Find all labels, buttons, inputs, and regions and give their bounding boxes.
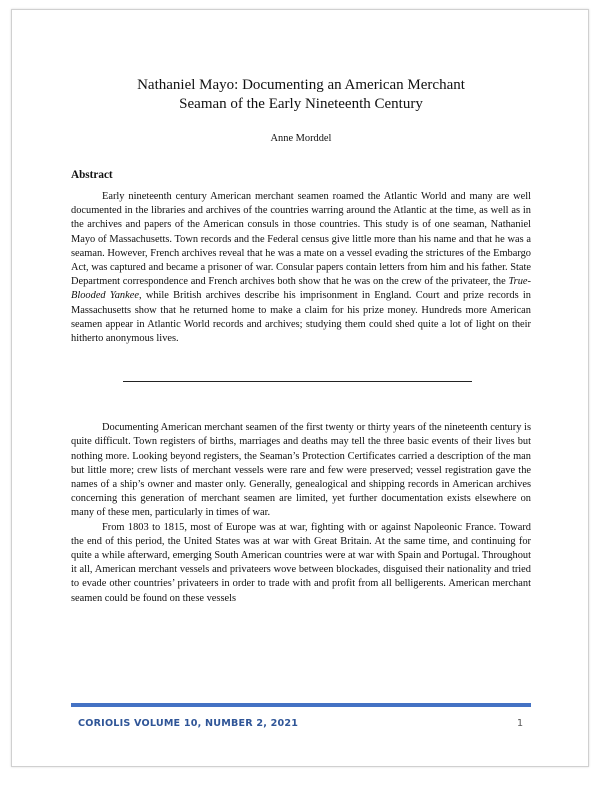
paper-title-line-1: Nathaniel Mayo: Documenting an American Merchant (137, 77, 465, 93)
page-content (71, 76, 531, 606)
abstract-heading: Abstract (71, 169, 113, 181)
footer-page-number: 1 (517, 718, 524, 729)
section-divider (123, 381, 472, 382)
abstract-paragraph (71, 190, 531, 346)
abstract-text-part-2: , while British archives describe his imprisonment in England. Court and prize records in Massachusetts show that he returned home to make a claim for his prize money. Hundreds more American seamen appear in Atlantic World records and archives; studying them could shed quite a lot of light on their hitherto anonymous lives. (71, 290, 531, 345)
paper-title-line-2: Seaman of the Early Nineteenth Century (179, 96, 423, 112)
author-name: Anne Morddel (270, 133, 332, 144)
footer-journal-name: CORIOLIS VOLUME 10, NUMBER 2, 2021 (78, 718, 299, 729)
abstract-text-part-1: Early nineteenth century American merchant seamen roamed the Atlantic World and many are well documented in the libraries and archives of the countries warring around the Atlantic at the time, as well as in the archives and papers of the American consuls in those countries. This study is of one seaman, Nathaniel Mayo of Massachusetts. Town records and the Federal census give little more than his name and that he was a seaman. However, French archives reveal that he was a mate on a vessel evading the strictures of the Embargo Act, was captured and became a prisoner of war. Consular papers contain letters from him and his father. State Department correspondence and French archives both show that he was on the crew of the privateer, the (71, 191, 531, 288)
document-page (11, 9, 589, 767)
footer-rule (71, 703, 531, 707)
paper-title (71, 76, 531, 114)
body-paragraph-2: From 1803 to 1815, most of Europe was at war, fighting with or against Napoleonic France. Toward the end of this period, the United States was at war with Great Britain. At the same time, and continuing for quite a while afterward, emerging South American countries were at war with Spain and Portugal. Throughout it all, American merchant vessels and privateers wove between blockades, disguised their nationality and tried to evade other countries’ privateers in order to trade with and profit from all belligerents. American merchant seamen could be found on these vessels (71, 521, 531, 604)
body-paragraph-1: Documenting American merchant seamen of the first twenty or thirty years of the nineteenth century is quite difficult. Town registers of births, marriages and deaths may tell the three basic events of their lives but nothing more. Looking beyond registers, the Seaman’s Protection Certificates carried a description of the man but little more; crew lists of merchant vessels were rare and few were preserved; vessel registration gave the names of a ship’s owner and master only. Generally, genealogical and shipping records in American archives concerning this generation of merchant seamen are limited, yet further documentation exists elsewhere on many of these men, particularly in times of war. (71, 422, 531, 519)
abstract-ship-name: True-Blooded Yankee (71, 276, 531, 302)
